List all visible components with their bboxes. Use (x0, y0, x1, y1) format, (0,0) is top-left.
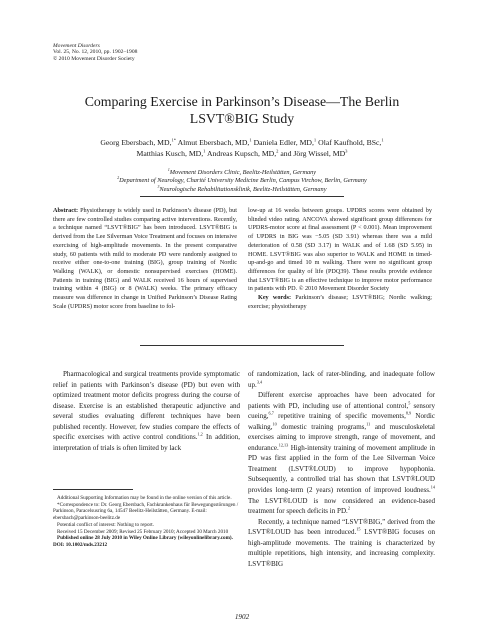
author-affil-sup: 1 (313, 137, 317, 143)
ref-superscript: 14 (430, 484, 435, 490)
abstract-column-left (53, 207, 237, 311)
body-paragraph-2 (248, 390, 435, 517)
journal-copyright: © 2010 Movement Disorder Society (53, 55, 135, 62)
body-column-right (248, 369, 435, 569)
footnote-correspondence: *Correspondence to: Dr. Georg Ebersbach, Fachkrankenhaus für Bewegungsstörungen / Parkinson, Paracelsusring 6a, 14547 Beelitz-Heilstätten, Germany. E-mail: ebersbach@parkinson-beelitz.de (53, 501, 239, 522)
body-text-run: sensory cueing, (248, 401, 435, 421)
ref-superscript: 12,13 (278, 442, 289, 448)
keywords-text: Parkinson’s disease; LSVT®BIG; Nordic walking; exercise; physiotherapy (248, 294, 433, 310)
body-paragraph-1: of randomization, lack of rater-blinding, and inadequate follow up.$^{3,4}$ (248, 370, 435, 389)
affiliation-sup: 2 (117, 176, 120, 181)
author-name: Almut Ebersbach, MD, (176, 138, 250, 147)
author-affil-sup: 1* (171, 137, 177, 143)
body-column-left (53, 369, 240, 453)
author-name: and Jörg Wissel, MD (278, 149, 346, 159)
author-name: Georg Ebersbach, MD, (100, 138, 172, 147)
author-name: Olaf Kaufhold, BSc, (316, 138, 382, 147)
abstract-text-1: Physiotherapy is widely used in Parkinson’s disease (PD), but there are few controlled studies comparing active interventions. Recently, a technique named “LSVT®BIG” has been introduced. LSVT®BIG is derived from the Lee Silverman Voice Treatment and focuses on intensive exercising of high-amplitude movements. In the present comparative study, 60 patients with mild to moderate PD were randomly assigned to receive either one-to-one training (BIG), group training of Nordic Walking (WALK), or domestic nonsupervised exercises (HOME). Patients in training (BIG) and WALK received 16 hours of supervised training within 4 (BIG) or 8 (WALK) weeks. The primary efficacy measure was difference in change in Unified Parkinson’s Disease Rating Scale (UPDRS) motor score from baseline to fol- (53, 207, 237, 310)
body-text-run: domestic training programs, (276, 422, 367, 431)
article-title (40, 94, 444, 127)
footnote-conflict: Potential conflict of interest: Nothing to report. (57, 521, 154, 528)
footnotes (53, 495, 240, 549)
title-line-1: Comparing Exercise in Parkinson’s Disease—The Berlin (84, 94, 400, 109)
ref-superscript: 6,7 (268, 410, 274, 416)
ref-superscript: 2 (347, 505, 350, 511)
body-text-run: The LSVT®LOUD is now considered an evidence-based treatment for speech deficits in PD. (248, 496, 435, 516)
footnote-published: Published online 28 July 2010 in Wiley Online Library (wileyonlinelibrary.com). DOI: 10.1002/mds.23212 (53, 535, 233, 548)
journal-name: Movement Disorders (53, 43, 100, 49)
author-name: Andreas Kupsch, MD, (205, 149, 277, 159)
affiliation-line (40, 177, 444, 185)
affiliations (40, 169, 444, 194)
author-name: Daniela Edler, MD, (251, 138, 314, 147)
body-text-run: Different exercise approaches have been advocated for patients with PD, including use of attentional control, (248, 391, 435, 410)
author-affil-sup: 3 (345, 148, 348, 154)
title-line-2: LSVT®BIG Study (189, 110, 295, 126)
abstract-top-rule (140, 196, 344, 197)
body-text-run: and musculoskeletal exercises aiming to improve strength, range of movement, and endurance. (248, 422, 435, 452)
author-affil-sup: 1 (203, 148, 206, 154)
body-paragraph-3 (248, 517, 435, 570)
abstract-label: Abstract: (53, 207, 79, 214)
affiliation-text: Department of Neurology, Charité University Medicine Berlin, Campus Virchow, Berlin, Germany (119, 177, 367, 185)
author-line-2 (40, 148, 444, 159)
author-list (40, 137, 444, 160)
abstract-text-2: low-up at 16 weeks between groups. UPDRS scores were obtained by blinded video rating. ANCOVA showed significant group differences for UPDRS-motor score at final assessment (P < 0.001). Mean improvement of UPDRS in BIG was −5.05 (SD 3.91) whereas there was a mild deterioration of 0.58 (SD 3.17) in WALK and of 1.68 (SD 5.95) in HOME. LSVT®BIG was also superior to WALK and HOME in timed-up-and-go and timed 10 m walking. There were no significant group differences for quality of life (PDQ39). These results provide evidence that LSVT®BIG is an effective technique to improve motor performance in patients with PD. © 2010 Movement Disorder Society (248, 207, 432, 293)
body-text-run: Nordic walking, (248, 412, 435, 431)
abstract-bottom-rule (140, 345, 344, 346)
footnote-supporting: Additional Supporting Information may be found in the online version of this article. (57, 495, 232, 501)
affiliation-text: Neurologische Rehabilitationsklinik, Beelitz-Heilstätten, Germany (159, 185, 327, 193)
body-text-run: repetitive training of specific movements, (273, 412, 406, 421)
abstract-column-right (248, 207, 432, 311)
keywords-label: Key words: (258, 294, 292, 302)
journal-header (53, 43, 137, 62)
keywords (248, 294, 432, 311)
ref-superscript: 8,9 (405, 410, 412, 416)
author-affil-sup: 1 (381, 137, 384, 143)
ref-superscript: 5 (408, 400, 411, 406)
author-affil-sup: 2 (276, 148, 279, 154)
author-affil-sup: 1 (249, 137, 252, 143)
journal-volume: Vol. 25, No. 12, 2010, pp. 1902–1908 (53, 49, 138, 56)
body-text-run: LSVT®BIG focuses on high-amplitude movements. The training is characterized by multiple repetitions, high intensity, and increasing complexity. LSVT®BIG (248, 528, 435, 568)
ref-superscript: 11 (366, 421, 371, 427)
footnote-rule (53, 489, 133, 490)
footnote-dates: Received 15 December 2009; Revised 25 February 2010; Accepted 30 March 2010 (57, 528, 229, 535)
ref-superscript: 1,2 (197, 431, 203, 437)
author-line-1 (40, 137, 444, 148)
affiliation-text: Movement Disorders Clinic, Beelitz-Heilstätten, Germany (169, 169, 317, 176)
body-text-run: Recently, a technique named “LSVT®BIG,” derived from the LSVT®LOUD has been introduced. (248, 517, 435, 537)
intro-paragraph-tail: In addition, interpretation of trials is often limited by lack (53, 433, 240, 452)
ref-superscript: 15 (356, 526, 361, 532)
author-name: Matthias Kusch, MD, (136, 149, 204, 159)
affiliation-line (40, 186, 444, 194)
affiliation-sup: 1 (167, 167, 170, 172)
ref-superscript: 10 (272, 421, 277, 427)
page-number: 1902 (234, 613, 250, 621)
intro-paragraph: Pharmacological and surgical treatments provide symptomatic relief in patients with Parkinson’s disease (PD) but even with optimized treatment motor deficits progress during the course of disease. Exercise is an established therapeutic adjunctive and several studies evaluating different techniques have been published recently. However, few studies compare the effects of specific exercises with active control conditions. (53, 370, 240, 442)
affiliation-sup: 3 (157, 184, 160, 189)
body-text-run: High-intensity training of movement amplitude in PD was first applied in the form of the Lee Silverman Voice Treatment (LSVT®LOUD) to improve hypophonia. Subsequently, a controlled trial has shown that LSVT®LOUD provides long-term (2 years) retention of improved loudness. (248, 443, 435, 495)
